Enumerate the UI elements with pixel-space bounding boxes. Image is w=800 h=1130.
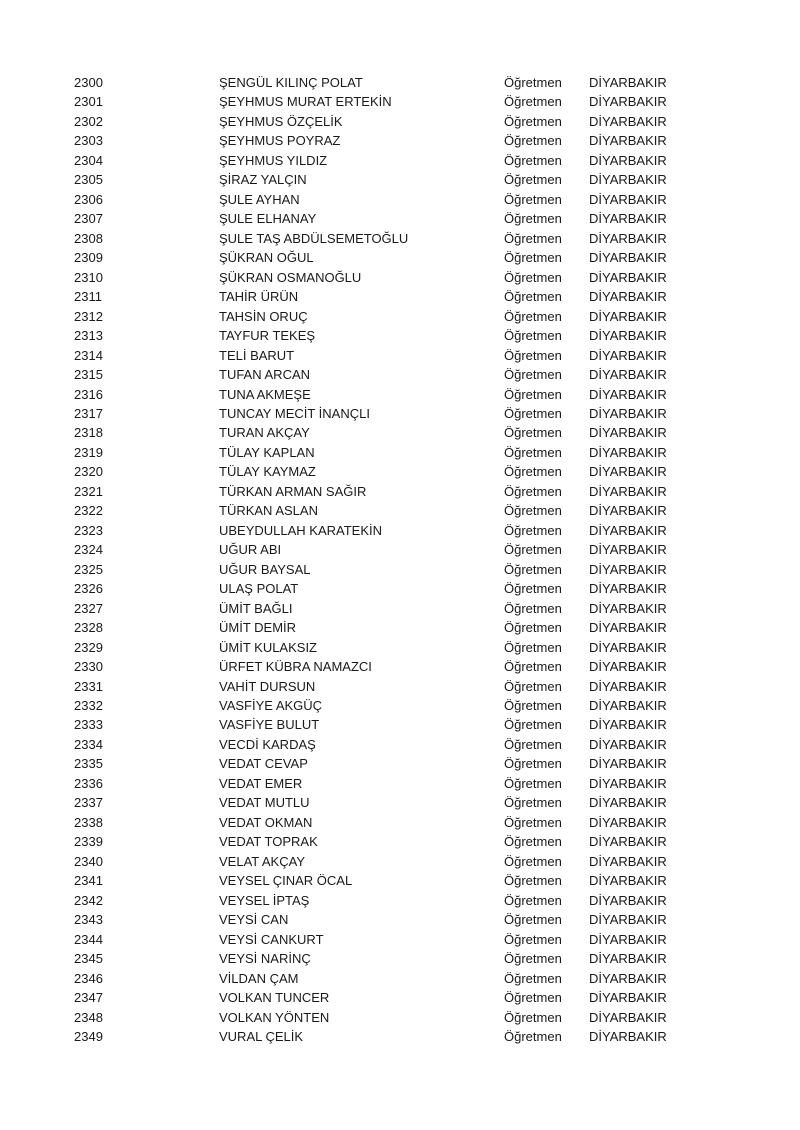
row-number: 2323 [74,522,103,538]
person-city: DİYARBAKIR [589,620,667,636]
person-name: UBEYDULLAH KARATEKİN [219,522,383,538]
person-title: Öğretmen [504,367,562,383]
person-title: Öğretmen [504,328,562,344]
person-city: DİYARBAKIR [589,250,667,266]
person-name: UĞUR ABI [219,542,282,558]
row-number: 2303 [74,133,103,149]
person-title: Öğretmen [504,970,562,986]
person-title: Öğretmen [504,172,562,188]
person-name: ŞÜKRAN OSMANOĞLU [219,269,362,285]
row-number: 2343 [74,912,103,928]
table-row [0,988,800,1007]
person-title: Öğretmen [504,347,562,363]
person-city: DİYARBAKIR [589,405,667,421]
person-city: DİYARBAKIR [589,698,667,713]
table-row [0,540,800,559]
table-row [0,92,800,111]
person-name: VAHİT DURSUN [219,678,316,694]
person-name: ÜMİT KULAKSIZ [219,639,318,655]
person-title: Öğretmen [504,503,562,519]
person-title: Öğretmen [504,289,562,305]
person-title: Öğretmen [504,931,562,947]
table-row [0,930,800,949]
table-row [0,638,800,657]
person-title: Öğretmen [504,912,562,928]
table-row [0,365,800,384]
person-title: Öğretmen [504,522,562,538]
table-row [0,871,800,890]
person-city: DİYARBAKIR [589,581,667,597]
person-name: VURAL ÇELİK [219,1028,304,1044]
row-number: 2314 [74,347,103,363]
row-number: 2327 [74,600,103,616]
row-number: 2306 [74,191,103,207]
table-row [0,657,800,676]
person-title: Öğretmen [504,94,562,110]
person-name: VECDİ KARDAŞ [219,736,316,752]
table-row [0,852,800,871]
person-city: DİYARBAKIR [589,367,667,383]
person-city: DİYARBAKIR [589,191,667,207]
person-name: VOLKAN YÖNTEN [219,1009,330,1025]
person-title: Öğretmen [504,444,562,460]
row-number: 2308 [74,230,103,246]
person-title: Öğretmen [504,152,562,168]
person-title: Öğretmen [504,581,562,597]
row-number: 2340 [74,853,103,869]
row-number: 2334 [74,736,103,752]
person-city: DİYARBAKIR [589,522,667,538]
person-name: VEDAT EMER [219,775,303,791]
table-row [0,73,800,92]
person-city: DİYARBAKIR [589,600,667,616]
person-title: Öğretmen [504,775,562,791]
row-number: 2305 [74,172,103,188]
person-title: Öğretmen [504,853,562,869]
person-title: Öğretmen [504,639,562,655]
row-number: 2315 [74,367,103,383]
person-name: TUNCAY MECİT İNANÇLI [219,405,370,421]
table-row [0,891,800,910]
row-number: 2341 [74,873,103,889]
row-number: 2319 [74,444,103,460]
person-name: ŞÜKRAN OĞUL [219,250,314,266]
person-title: Öğretmen [504,308,562,324]
person-city: DİYARBAKIR [589,561,667,577]
table-row [0,190,800,209]
table-row [0,151,800,170]
row-number: 2310 [74,269,103,285]
table-row [0,949,800,968]
person-name: VELAT AKÇAY [219,853,305,869]
row-number: 2325 [74,561,103,577]
person-title: Öğretmen [504,113,562,129]
table-row [0,560,800,579]
table-row [0,268,800,287]
table-row [0,1027,800,1046]
person-title: Öğretmen [504,717,562,733]
person-name: ŞEYHMUS YILDIZ [219,152,328,168]
person-city: DİYARBAKIR [589,483,667,499]
person-title: Öğretmen [504,386,562,402]
person-title: Öğretmen [504,191,562,207]
row-number: 2317 [74,405,103,421]
person-city: DİYARBAKIR [589,269,667,285]
person-name: TÜRKAN ASLAN [219,503,318,519]
person-name: VEDAT OKMAN [219,814,313,830]
table-row [0,131,800,150]
person-city: DİYARBAKIR [589,152,667,168]
person-name: TELİ BARUT [219,347,295,363]
person-title: Öğretmen [504,561,562,577]
person-title: Öğretmen [504,698,562,713]
person-name: ÜRFET KÜBRA NAMAZCI [219,659,372,675]
table-row [0,462,800,481]
person-title: Öğretmen [504,464,562,480]
person-city: DİYARBAKIR [589,756,667,772]
person-title: Öğretmen [504,542,562,558]
person-name: ÜMİT BAĞLI [219,600,293,616]
table-row [0,209,800,228]
person-city: DİYARBAKIR [589,678,667,694]
table-row [0,287,800,306]
table-row [0,443,800,462]
row-number: 2326 [74,581,103,597]
row-number: 2316 [74,386,103,402]
person-title: Öğretmen [504,230,562,246]
person-name: VASFİYE BULUT [219,717,320,733]
person-name: TUFAN ARCAN [219,367,311,383]
person-name: ULAŞ POLAT [219,581,299,597]
person-title: Öğretmen [504,678,562,694]
row-number: 2307 [74,211,103,227]
row-number: 2300 [74,75,103,90]
person-name: ŞEYHMUS POYRAZ [219,133,341,149]
row-number: 2349 [74,1028,103,1044]
table-row [0,307,800,326]
person-city: DİYARBAKIR [589,912,667,928]
person-name: UĞUR BAYSAL [219,561,311,577]
row-number: 2345 [74,951,103,967]
person-name: ŞEYHMUS ÖZÇELİK [219,113,343,129]
person-name: VEYSİ CAN [219,912,289,928]
person-name: ŞİRAZ YALÇIN [219,172,307,188]
table-row [0,910,800,929]
person-name: VOLKAN TUNCER [219,990,330,1006]
row-number: 2333 [74,717,103,733]
row-number: 2321 [74,483,103,499]
person-city: DİYARBAKIR [589,814,667,830]
person-city: DİYARBAKIR [589,464,667,480]
row-number: 2322 [74,503,103,519]
person-title: Öğretmen [504,892,562,908]
table-row [0,793,800,812]
person-city: DİYARBAKIR [589,211,667,227]
person-city: DİYARBAKIR [589,1028,667,1044]
table-row [0,735,800,754]
person-city: DİYARBAKIR [589,386,667,402]
row-number: 2320 [74,464,103,480]
person-city: DİYARBAKIR [589,795,667,811]
person-name: VİLDAN ÇAM [219,970,299,986]
personnel-table [0,73,800,1046]
table-row [0,599,800,618]
table-row [0,813,800,832]
person-city: DİYARBAKIR [589,172,667,188]
person-name: TAYFUR TEKEŞ [219,328,316,344]
person-name: ÜMİT DEMİR [219,620,297,636]
table-row [0,677,800,696]
person-city: DİYARBAKIR [589,736,667,752]
person-city: DİYARBAKIR [589,931,667,947]
person-title: Öğretmen [504,659,562,675]
table-row [0,618,800,637]
row-number: 2346 [74,970,103,986]
person-title: Öğretmen [504,990,562,1006]
person-name: TÜLAY KAYMAZ [219,464,316,480]
row-number: 2344 [74,931,103,947]
person-city: DİYARBAKIR [589,542,667,558]
row-number: 2347 [74,990,103,1006]
person-title: Öğretmen [504,483,562,499]
person-title: Öğretmen [504,834,562,850]
person-name: TAHİR ÜRÜN [219,289,299,305]
person-name: VEDAT MUTLU [219,795,310,811]
person-city: DİYARBAKIR [589,289,667,305]
person-title: Öğretmen [504,405,562,421]
row-number: 2332 [74,698,103,713]
row-number: 2348 [74,1009,103,1025]
person-city: DİYARBAKIR [589,94,667,110]
row-number: 2311 [74,289,102,305]
person-city: DİYARBAKIR [589,639,667,655]
row-number: 2328 [74,620,103,636]
table-row [0,715,800,734]
person-city: DİYARBAKIR [589,1009,667,1025]
table-row [0,969,800,988]
person-name: ŞENGÜL KILINÇ POLAT [219,75,363,90]
person-title: Öğretmen [504,269,562,285]
person-name: ŞULE AYHAN [219,191,300,207]
person-city: DİYARBAKIR [589,425,667,441]
person-name: VEDAT TOPRAK [219,834,318,850]
person-name: VASFİYE AKGÜÇ [219,698,323,713]
person-city: DİYARBAKIR [589,659,667,675]
person-title: Öğretmen [504,756,562,772]
row-number: 2329 [74,639,103,655]
person-title: Öğretmen [504,795,562,811]
person-title: Öğretmen [504,1009,562,1025]
table-row [0,248,800,267]
person-title: Öğretmen [504,250,562,266]
person-name: TÜRKAN ARMAN SAĞIR [219,483,367,499]
table-row [0,696,800,715]
person-title: Öğretmen [504,133,562,149]
person-title: Öğretmen [504,211,562,227]
person-city: DİYARBAKIR [589,892,667,908]
person-name: VEDAT CEVAP [219,756,308,772]
row-number: 2330 [74,659,103,675]
person-city: DİYARBAKIR [589,775,667,791]
table-row [0,482,800,501]
table-row [0,501,800,520]
person-name: ŞEYHMUS MURAT ERTEKİN [219,94,392,110]
row-number: 2337 [74,795,103,811]
person-city: DİYARBAKIR [589,230,667,246]
row-number: 2313 [74,328,103,344]
person-city: DİYARBAKIR [589,853,667,869]
table-row [0,579,800,598]
person-name: TUNA AKMEŞE [219,386,311,402]
person-city: DİYARBAKIR [589,873,667,889]
row-number: 2312 [74,308,103,324]
row-number: 2309 [74,250,103,266]
person-city: DİYARBAKIR [589,970,667,986]
person-name: ŞULE TAŞ ABDÜLSEMETOĞLU [219,230,409,246]
row-number: 2335 [74,756,103,772]
person-name: ŞULE ELHANAY [219,211,317,227]
person-city: DİYARBAKIR [589,347,667,363]
person-title: Öğretmen [504,600,562,616]
row-number: 2302 [74,113,103,129]
person-name: VEYSEL İPTAŞ [219,892,310,908]
row-number: 2331 [74,678,103,694]
person-city: DİYARBAKIR [589,951,667,967]
person-title: Öğretmen [504,951,562,967]
row-number: 2342 [74,892,103,908]
table-row [0,170,800,189]
table-row [0,754,800,773]
row-number: 2338 [74,814,103,830]
table-row [0,832,800,851]
person-title: Öğretmen [504,75,562,90]
table-row [0,326,800,345]
person-city: DİYARBAKIR [589,717,667,733]
person-title: Öğretmen [504,814,562,830]
table-row [0,346,800,365]
person-name: TAHSİN ORUÇ [219,308,308,324]
person-name: VEYSEL ÇINAR ÖCAL [219,873,353,889]
person-name: VEYSİ CANKURT [219,931,324,947]
person-name: TURAN AKÇAY [219,425,310,441]
person-name: TÜLAY KAPLAN [219,444,315,460]
row-number: 2324 [74,542,103,558]
person-city: DİYARBAKIR [589,75,667,90]
person-title: Öğretmen [504,620,562,636]
person-name: VEYSİ NARİNÇ [219,951,311,967]
person-city: DİYARBAKIR [589,834,667,850]
table-row [0,404,800,423]
row-number: 2318 [74,425,103,441]
person-city: DİYARBAKIR [589,133,667,149]
table-row [0,774,800,793]
table-row [0,112,800,131]
person-city: DİYARBAKIR [589,328,667,344]
row-number: 2339 [74,834,103,850]
person-city: DİYARBAKIR [589,444,667,460]
person-title: Öğretmen [504,425,562,441]
person-title: Öğretmen [504,1028,562,1044]
table-row [0,229,800,248]
table-row [0,385,800,404]
row-number: 2336 [74,775,103,791]
person-city: DİYARBAKIR [589,113,667,129]
person-title: Öğretmen [504,736,562,752]
row-number: 2304 [74,152,103,168]
table-row [0,1008,800,1027]
person-city: DİYARBAKIR [589,503,667,519]
person-title: Öğretmen [504,873,562,889]
row-number: 2301 [74,94,103,110]
table-row [0,423,800,442]
person-city: DİYARBAKIR [589,308,667,324]
table-row [0,521,800,540]
person-city: DİYARBAKIR [589,990,667,1006]
